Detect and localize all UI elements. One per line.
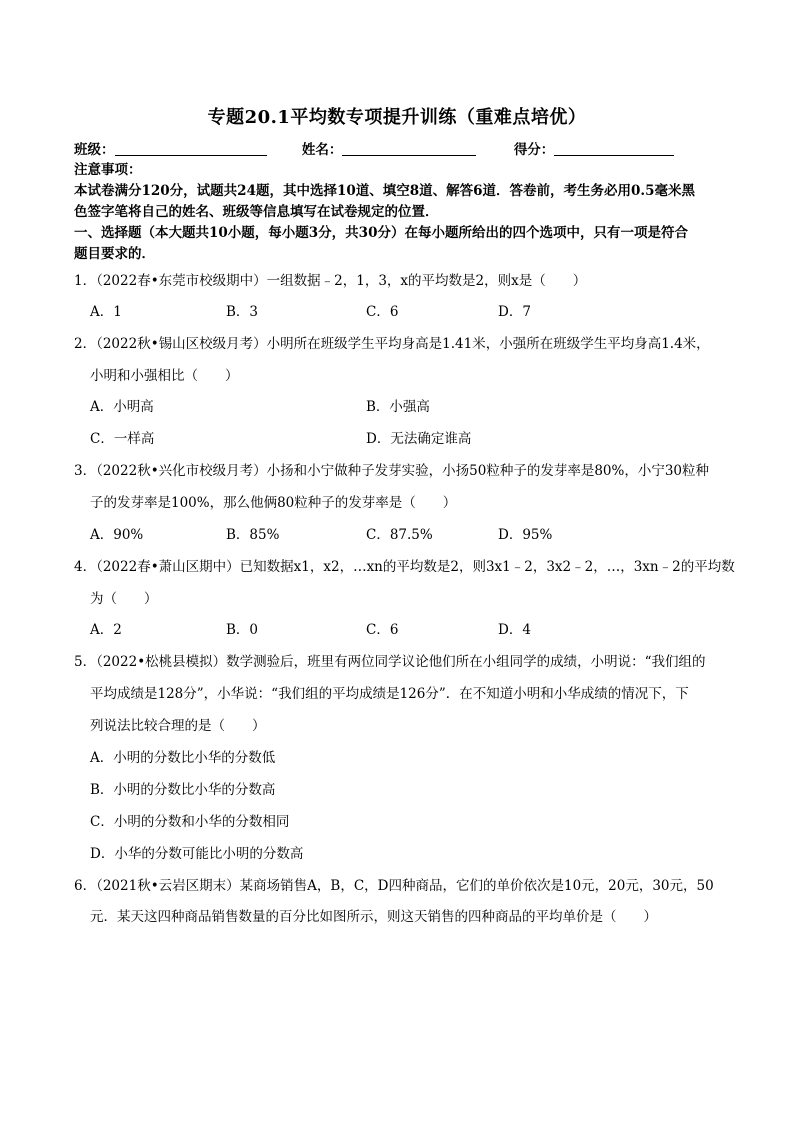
question-3-option-c[interactable]: C．87.5% [366, 527, 433, 543]
question-3-line-2: 子的发芽率是100%，那么他俩80粒种子的发芽率是（ ） [90, 495, 457, 511]
question-1-option-d[interactable]: D．7 [498, 304, 531, 320]
question-3-line-1: 3．（2022秋•兴化市校级月考）小扬和小宁做种子发芽实验，小扬50粒种子的发芽率是80%，小宁30粒种 [74, 463, 710, 479]
class-blank[interactable] [115, 141, 267, 156]
score-label: 得分： [513, 142, 555, 158]
question-6-line-2: 元．某天这四种商品销售数量的百分比如图所示，则这天销售的四种商品的平均单价是（ ） [90, 909, 657, 925]
question-5-option-a[interactable]: A．小明的分数比小华的分数低 [90, 750, 276, 766]
question-4-line-1: 4．（2022春•萧山区期中）已知数据x1，x2，…xn的平均数是2，则3x1﹣2，3x2﹣2，…，3xn﹣2的平均数 [74, 559, 735, 575]
question-6-line-1: 6．（2021秋•云岩区期末）某商场销售A，B，C，D四种商品，它们的单价依次是10元，20元，30元，50 [74, 878, 714, 894]
page-title: 专题20.1平均数专项提升训练（重难点培优） [207, 107, 587, 128]
question-5-line-3: 列说法比较合理的是（ ） [90, 718, 266, 734]
question-2-option-d[interactable]: D．无法确定谁高 [366, 431, 472, 447]
question-2-line-2: 小明和小强相比（ ） [90, 368, 239, 384]
name-label: 姓名： [301, 142, 343, 158]
question-2-option-c[interactable]: C．一样高 [90, 431, 155, 447]
question-4-option-b[interactable]: B．0 [226, 622, 259, 638]
question-5-option-c[interactable]: C．小明的分数和小华的分数相同 [90, 814, 290, 830]
question-5-option-b[interactable]: B．小明的分数比小华的分数高 [90, 782, 276, 798]
student-info-row [74, 138, 674, 158]
question-1-option-a[interactable]: A．1 [90, 304, 122, 320]
question-5-line-1: 5．（2022•松桃县模拟）数学测验后，班里有两位同学议论他们所在小组同学的成绩，小明说：“我们组的 [74, 654, 706, 670]
question-4-option-d[interactable]: D．4 [498, 622, 531, 638]
question-4-option-a[interactable]: A．2 [90, 622, 122, 638]
class-label: 班级： [74, 142, 115, 158]
question-3-option-a[interactable]: A．90% [90, 527, 144, 543]
section-heading-line-2: 题目要求的． [74, 246, 155, 262]
question-1-line-1: 1．（2022春•东莞市校级期中）一组数据﹣2，1，3，x的平均数是2，则x是（ ） [74, 273, 587, 289]
question-1-option-c[interactable]: C．6 [366, 304, 399, 320]
question-3-option-b[interactable]: B．85% [226, 527, 280, 543]
name-blank[interactable] [342, 141, 476, 156]
question-5-option-d[interactable]: D．小华的分数可能比小明的分数高 [90, 846, 304, 862]
question-4-line-2: 为（ ） [90, 591, 158, 607]
question-2-line-1: 2．（2022秋•锡山区校级月考）小明所在班级学生平均身高是1.41米，小强所在班级学生平均身高1.4米， [74, 336, 710, 352]
question-3-option-d[interactable]: D．95% [498, 527, 553, 543]
notes-line-2: 色签字笔将自己的姓名、班级等信息填写在试卷规定的位置． [74, 204, 439, 220]
score-blank[interactable] [554, 141, 674, 156]
question-4-option-c[interactable]: C．6 [366, 622, 399, 638]
question-5-line-2: 平均成绩是128分”，小华说：“我们组的平均成绩是126分”．在不知道小明和小华成绩的情况下，下 [90, 686, 689, 702]
section-heading-line-1: 一、选择题（本大题共10小题，每小题3分，共30分）在每小题所给出的四个选项中，只有一项是符合 [74, 225, 688, 241]
question-1-option-b[interactable]: B．3 [226, 304, 259, 320]
notes-line-1: 本试卷满分120分，试题共24题，其中选择10道、填空8道、解答6道．答卷前，考生务必用0.5毫米黑 [74, 183, 696, 199]
notes-heading: 注意事项： [74, 162, 142, 178]
question-2-option-b[interactable]: B．小强高 [366, 399, 430, 415]
question-2-option-a[interactable]: A．小明高 [90, 399, 154, 415]
